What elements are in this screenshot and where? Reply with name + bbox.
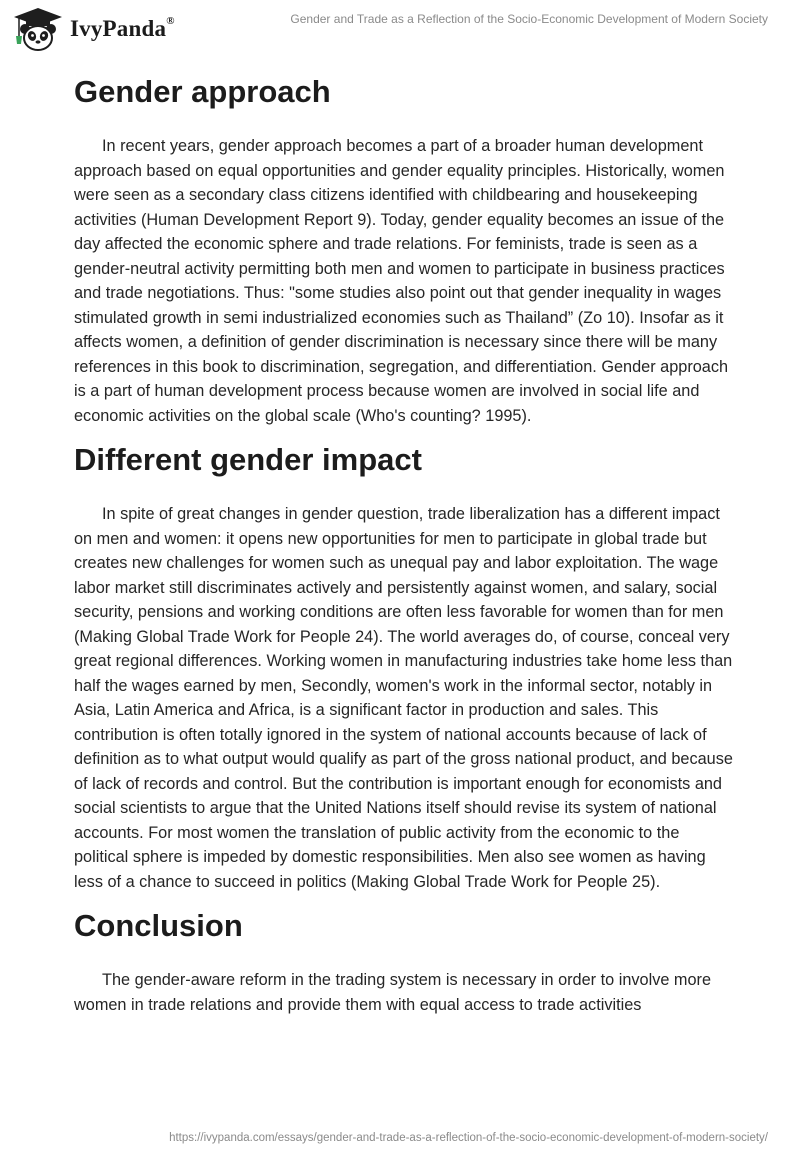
section-different-gender-impact [74, 438, 734, 894]
brand-logo[interactable] [12, 6, 175, 52]
section-paragraph: In spite of great changes in gender question, trade liberalization has a different impact on men and women: it opens new opportunities for men to participate in global trade but creates new challenges for women such as unequal pay and labor exploitation. The wage labor market still discriminates actively and persistently against women, and salary, social security, pensions and working conditions are often less favorable for women than for men (Making Global Trade Work for People 24). The world averages do, of course, conceal very great regional differences. Working women in manufacturing industries take home less than half the wages earned by men, Secondly, women's work in the informal sector, notably in Asia, Latin America and Africa, is a significant factor in production and sales. This contribution is often totally ignored in the system of national accounts because of lack of definition as to what output would qualify as part of the gross national product, and because of lack of records and control. But the contribution is important enough for economists and social scientists to argue that the United Nations itself should revise its system of national accounts. For most women the translation of public activity from the economic to the political sphere is impeded by domestic responsibilities. Men also see women as having less of a chance to succeed in politics (Making Global Trade Work for People 25). [74, 505, 733, 891]
section-conclusion [74, 904, 734, 1017]
section-paragraph: In recent years, gender approach becomes a part of a broader human development approach based on equal opportunities and gender equality principles. Historically, women were seen as a secondary class citizens identified with childbearing and housekeeping activities (Human Development Report 9). Today, gender equality becomes an issue of the day affected the economic sphere and trade relations. For feminists, trade is seen as a gender-neutral activity permitting both men and women to participate in business practices and trade negotiations. Thus: "some studies also point out that gender inequality in wages stimulated growth in semi industrialized economies such as Thailand” (Zo 10). Insofar as it affects women, a definition of gender discrimination is necessary since there will be many references in this book to discrimination, segregation, and differentiation. Gender approach is a part of human development process because women are involved in social life and economic activities on the global scale (Who's counting? 1995). [74, 137, 729, 425]
registered-mark: ® [166, 15, 175, 28]
page-header [0, 0, 800, 60]
section-heading: Different gender impact [74, 442, 422, 477]
section-heading: Conclusion [74, 908, 243, 943]
essay-content [74, 70, 734, 1027]
document-title: Gender and Trade as a Reflection of the Socio-Economic Development of Modern Society [290, 12, 768, 26]
section-gender-approach [74, 70, 734, 428]
panda-mascot-icon [12, 6, 64, 52]
source-url-link[interactable]: https://ivypanda.com/essays/gender-and-trade-as-a-reflection-of-the-socio-economic-development-of-modern-society/ [169, 1132, 768, 1144]
section-paragraph: The gender-aware reform in the trading system is necessary in order to involve more women in trade relations and provide them with equal access to trade activities [74, 971, 712, 1014]
brand-name: IvyPanda® [70, 15, 175, 41]
section-heading: Gender approach [74, 74, 331, 109]
